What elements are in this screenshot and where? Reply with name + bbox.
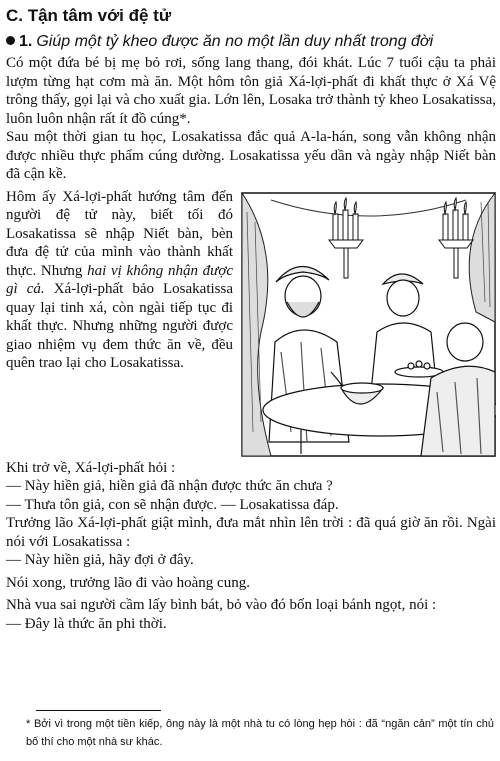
illustration — [241, 192, 496, 457]
paragraph-2: Sau một thời gian tu học, Losakatissa đắc quả A-la-hán, song vẫn không nhận được nhiều thực phẩm cúng dường. Losakatissa yếu dần và ngày nhập Niết bàn đã cận kề. — [6, 129, 496, 182]
paragraph-3-start: Hôm ấy Xá-lợi-phất hướng tâm đến người đệ tử này, biết tối đó Losakatissa sẽ nhập Niết bàn, bèn đưa đệ tử của mình vào thành khất thực. Nhưng — [6, 188, 233, 279]
line-4: Trưởng lão Xá-lợi-phất giật mình, đưa mắt nhìn lên trời : đã quá giờ ăn rồi. Ngài nói với Losakatissa : — [6, 515, 496, 550]
bullet-icon — [6, 36, 15, 45]
section-title: C. Tận tâm với đệ tử — [6, 6, 172, 25]
line-5: — Này hiền giả, hãy đợi ở đây. — [6, 552, 194, 568]
story-number: 1. — [19, 33, 33, 50]
line-3: — Thưa tôn giả, con sẽ nhận được. — Losakatissa đáp. — [6, 496, 339, 513]
page-content — [6, 6, 496, 633]
line-2: — Này hiền giả, hiền giả đã nhận được thức ăn chưa ? — [6, 478, 333, 494]
paragraph-3-emphasis: hai vị không nhận được gì cả. — [6, 262, 234, 297]
line-8: — Đây là thức ăn phi thời. — [6, 615, 167, 632]
footnote-divider — [36, 710, 161, 711]
footnote: * Bởi vì trong một tiền kiếp, ông này là một nhà tu có lòng hẹp hòi : đã “ngăn cản” một tín chủ bố thí cho một nhà sư khác. — [26, 718, 494, 748]
illustration-svg — [241, 192, 496, 457]
story-heading — [6, 32, 496, 52]
line-1: Khi trở về, Xá-lợi-phất hỏi : — [6, 459, 176, 476]
line-6: Nói xong, trưởng lão đi vào hoàng cung. — [6, 574, 250, 591]
line-7: Nhà vua sai người cầm lấy bình bát, bỏ vào đó bốn loại bánh ngọt, nói : — [6, 597, 437, 613]
illustrated-section — [6, 188, 496, 373]
story-title: Giúp một tỷ kheo được ăn no một lần duy nhất trong đời — [36, 33, 434, 50]
paragraph-3-end: Xá-lợi-phất bảo Losakatissa quay lại tinh xá, còn ngài tiếp tục đi khất thực. Nhưng những người được giao nhiệm vụ đem thức ăn về, đều quên trao lại cho Losakatissa. — [6, 281, 234, 371]
paragraph-1: Có một đứa bé bị mẹ bỏ rơi, sống lang thang, đói khát. Lúc 7 tuổi cậu ta phải lượm từng hạt cơm mà ăn. Một hôm tôn giả Xá-lợi-phất đi khất thực ở Xá Vệ trông thấy, gọi lại và cho xuất gia. Lớn lên, Losaka trở thành tỷ kheo Losakatissa, luôn luôn nhận rất ít đồ cúng*. — [6, 55, 496, 127]
